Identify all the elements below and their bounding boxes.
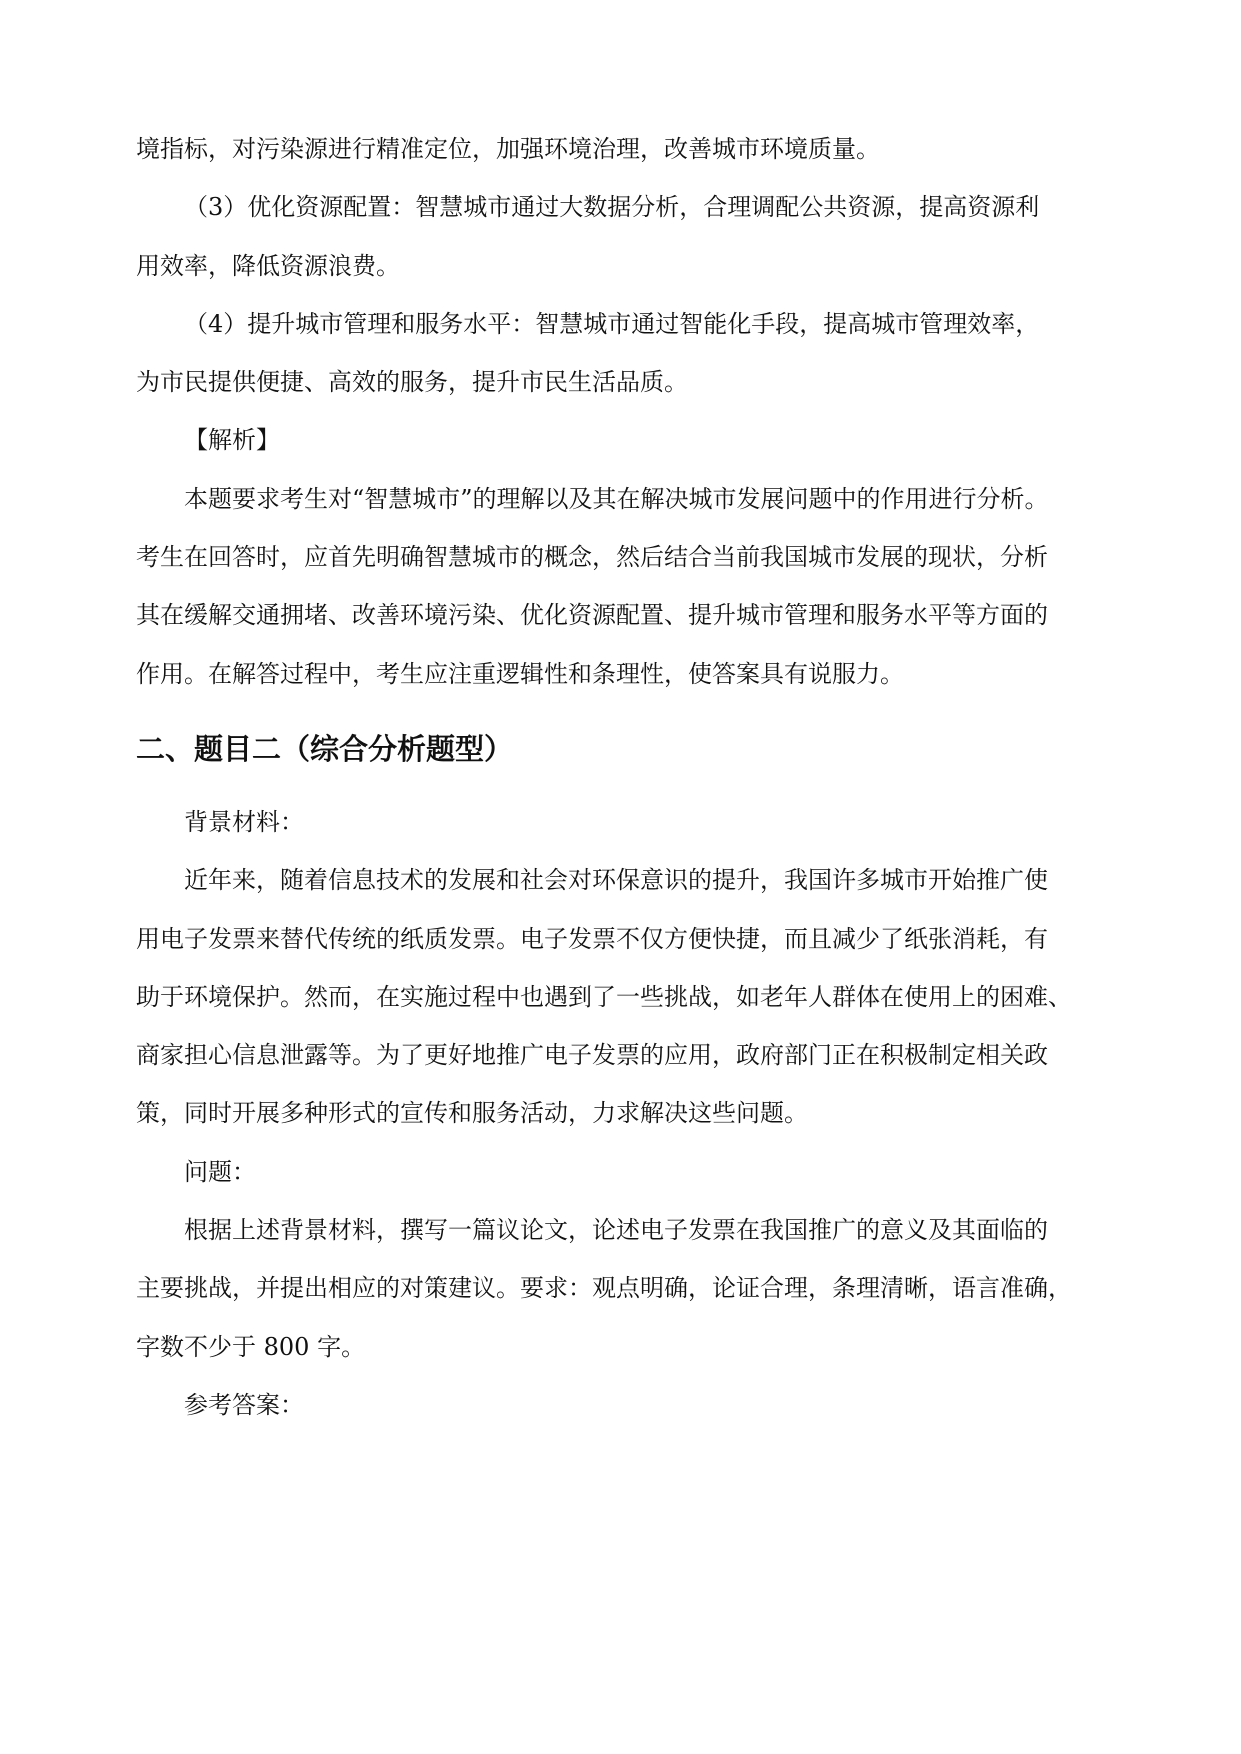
text-line: 主要挑战，并提出相应的对策建议。要求：观点明确，论证合理，条理清晰，语言准确， [136,1274,1072,1303]
text-line: 考生在回答时，应首先明确智慧城市的概念，然后结合当前我国城市发展的现状，分析 [136,543,1048,572]
text-line: 其在缓解交通拥堵、改善环境污染、优化资源配置、提升城市管理和服务水平等方面的 [136,601,1048,630]
text-line: 近年来，随着信息技术的发展和社会对环保意识的提升，我国许多城市开始推广使 [184,866,1048,895]
paragraph [136,478,1049,711]
section-heading: 二、题目二（综合分析题型） [136,731,514,766]
text-line: 为市民提供便捷、高效的服务，提升市民生活品质。 [136,368,688,397]
text-line: 本题要求考生对“智慧城市”的理解以及其在解决城市发展问题中的作用进行分析。 [184,484,1049,513]
text-line: 商家担心信息泄露等。为了更好地推广电子发票的应用，政府部门正在积极制定相关政 [136,1041,1048,1070]
paragraph [136,1209,1072,1384]
text-line: 背景材料： [184,807,304,836]
text-line: 策，同时开展多种形式的宣传和服务活动，力求解决这些问题。 [136,1099,808,1128]
paragraph [136,1384,976,1442]
text-line: 用电子发票来替代传统的纸质发票。电子发票不仅方便快捷，而且减少了纸张消耗，有 [136,924,1048,953]
document-page [136,128,1072,1442]
text-line: 作用。在解答过程中，考生应注重逻辑性和条理性，使答案具有说服力。 [136,659,904,688]
paragraph [136,128,976,186]
paragraph [136,859,1072,1150]
text-line: （3）优化资源配置：智慧城市通过大数据分析，合理调配公共资源，提高资源利 [184,193,1040,222]
paragraph [136,1151,976,1209]
paragraph [136,186,1040,303]
text-line: 根据上述背景材料，撰写一篇议论文，论述电子发票在我国推广的意义及其面临的 [184,1216,1048,1245]
text-line: 字数不少于 800 字。 [136,1332,366,1361]
text-line: 问题： [184,1157,256,1186]
paragraph [136,801,976,859]
paragraph [136,419,976,477]
text-line: 【解析】 [184,426,280,455]
text-line: 境指标，对污染源进行精准定位，加强环境治理，改善城市环境质量。 [136,135,880,163]
text-line: 助于环境保护。然而，在实施过程中也遇到了一些挑战，如老年人群体在使用上的困难、 [136,982,1072,1011]
text-line: 参考答案： [184,1390,304,1419]
paragraph [136,303,1040,420]
text-line: （4）提升城市管理和服务水平：智慧城市通过智能化手段，提高城市管理效率， [184,309,1040,338]
text-line: 用效率，降低资源浪费。 [136,251,400,280]
